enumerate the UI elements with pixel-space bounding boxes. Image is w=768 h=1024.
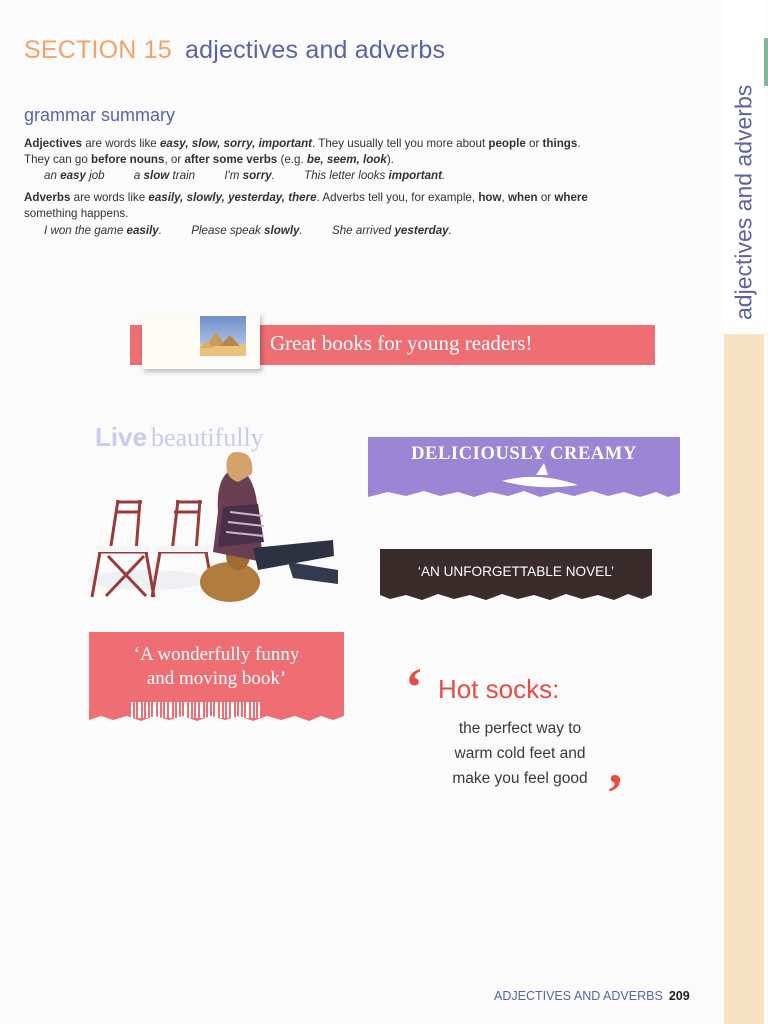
keyword-when: when: [507, 191, 538, 204]
example-item: [191, 224, 303, 237]
text-run: She arrived: [331, 224, 395, 237]
verb-examples: be, seem, look: [306, 153, 387, 166]
side-tab-marker: [764, 38, 768, 86]
funny-line-2: and moving book’: [146, 668, 287, 689]
hot-socks-line-3: make you feel good: [452, 770, 588, 787]
example-keyword: easy: [60, 169, 86, 182]
adverbs-term: Adverbs: [24, 191, 71, 204]
keyword-after-verbs: after some verbs: [184, 153, 278, 166]
example-keyword: sorry: [242, 169, 272, 182]
example-keyword: slow: [143, 169, 170, 182]
example-item: [44, 224, 162, 237]
page-number: 209: [668, 989, 690, 1003]
text-run: an: [44, 169, 61, 182]
page-footer: [494, 989, 690, 1003]
text-run: Please speak: [191, 224, 265, 237]
text-run: are words like: [70, 191, 149, 204]
text-run: . They usually tell you more about: [312, 137, 489, 150]
text-run: job: [85, 169, 105, 182]
example-item: [134, 169, 195, 182]
close-quote-mark: ’: [606, 763, 624, 823]
text-run: .: [448, 224, 452, 237]
text-run: .: [442, 169, 446, 182]
keyword-before-nouns: before nouns: [91, 153, 165, 166]
text-run: , or: [164, 153, 185, 166]
text-run: are words like: [82, 137, 160, 150]
keyword-where: where: [554, 191, 588, 204]
example-keyword: slowly: [264, 224, 300, 237]
section-label: SECTION 15: [24, 36, 172, 64]
example-item: [224, 169, 275, 182]
live-beautifully-title: [95, 422, 264, 453]
grammar-summary-heading: grammar summary: [24, 105, 176, 125]
example-item: [44, 169, 105, 182]
text-run: train: [169, 169, 196, 182]
example-keyword: important: [388, 169, 443, 182]
text-run: I won the game: [44, 224, 127, 237]
novel-text: ‘AN UNFORGETTABLE NOVEL’: [417, 564, 615, 579]
hot-socks-line-2: warm cold feet and: [454, 745, 586, 762]
woman-with-dog-photo: [88, 452, 338, 602]
live-word: Live: [95, 422, 148, 452]
text-run: They can go: [24, 153, 92, 166]
text-run: . Adverbs tell you, for example,: [316, 191, 479, 204]
side-tab-label: adjectives and adverbs: [730, 84, 757, 320]
adverbs-paragraph: [24, 190, 704, 222]
hot-socks-title: Hot socks:: [438, 674, 560, 704]
text-run: .: [158, 224, 162, 237]
keyword-how: how: [478, 191, 502, 204]
example-keyword: yesterday: [394, 224, 449, 237]
pyramids-image: [200, 316, 246, 356]
example-item: [332, 224, 452, 237]
text-run: This letter looks: [304, 169, 389, 182]
section-topic: adjectives and adverbs: [185, 36, 446, 64]
wonderfully-funny-ad: [89, 632, 344, 722]
beautifully-word: beautifully: [151, 423, 264, 452]
example-item: [304, 169, 445, 182]
deliciously-creamy-ad: [368, 437, 680, 497]
open-quote-mark: ‘: [405, 657, 423, 717]
adjectives-term: Adjectives: [24, 137, 82, 150]
running-title: ADJECTIVES AND ADVERBS: [494, 989, 663, 1003]
funny-line-1: ‘A wonderfully funny: [133, 644, 300, 665]
book-cover: [142, 313, 260, 369]
adverb-examples: easily, slowly, yesterday, there: [148, 191, 317, 204]
side-tab-bottom: [724, 334, 764, 1024]
adjective-examples: easy, slow, sorry, important: [159, 137, 313, 150]
text-run: or: [537, 191, 555, 204]
text-run: or: [525, 137, 543, 150]
text-run: ,: [501, 191, 508, 204]
text-run: .: [577, 137, 581, 150]
text-run: something happens.: [24, 207, 129, 220]
creamy-text: DELICIOUSLY CREAMY: [411, 444, 637, 464]
adjective-examples-row: [44, 169, 471, 182]
books-banner: [130, 325, 655, 365]
live-beautifully-ad: [88, 412, 338, 602]
keyword-things: things: [542, 137, 578, 150]
text-run: a: [133, 169, 144, 182]
adverb-examples-row: [44, 224, 478, 237]
section-title: [24, 36, 445, 65]
keyword-people: people: [488, 137, 526, 150]
text-run: ).: [386, 153, 394, 166]
books-banner-text: Great books for young readers!: [270, 331, 533, 355]
example-keyword: easily: [126, 224, 159, 237]
unforgettable-novel-ad: [380, 549, 652, 601]
text-run: .: [299, 224, 303, 237]
text-run: (e.g.: [277, 153, 307, 166]
text-run: .: [271, 169, 275, 182]
adjectives-paragraph: [24, 136, 704, 168]
hot-socks-line-1: the perfect way to: [458, 720, 582, 737]
hot-socks-text: [430, 716, 610, 791]
text-run: I'm: [224, 169, 243, 182]
